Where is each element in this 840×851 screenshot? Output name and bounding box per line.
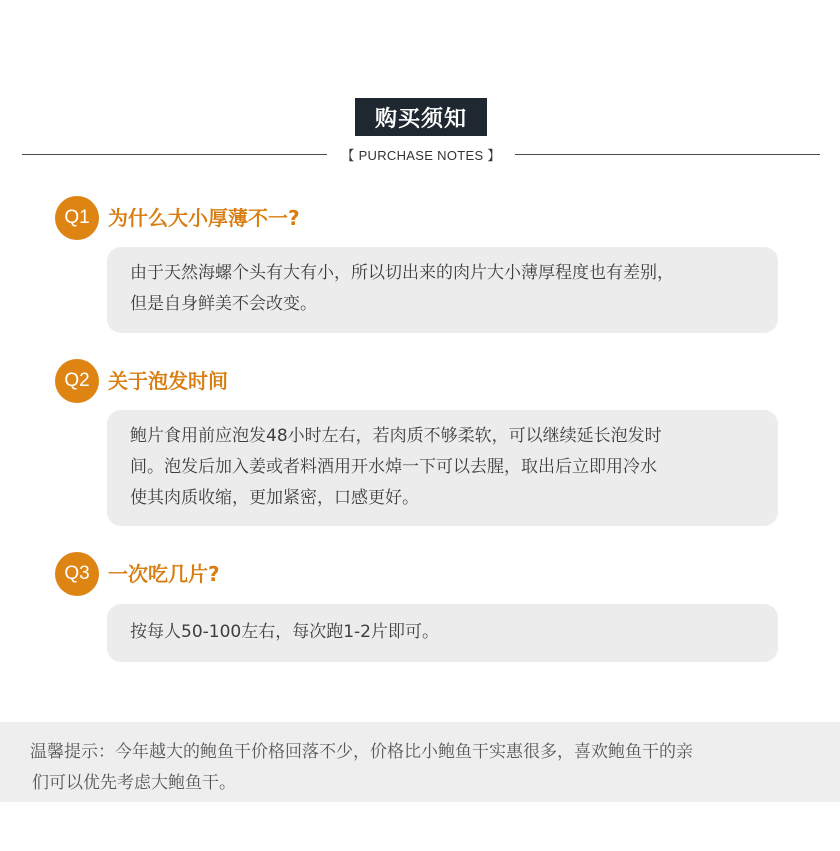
q2-question: 关于泡发时间 — [108, 369, 228, 393]
answer-line: 间。泡发后加入姜或者料酒用开水焯一下可以去腥，取出后立即用冷水 — [130, 457, 657, 477]
tip-line: 温馨提示：今年越大的鲍鱼干价格回落不少，价格比小鲍鱼干实惠很多，喜欢鲍鱼干的亲 — [30, 742, 693, 762]
q3-answer — [107, 604, 778, 662]
q1-question: 为什么大小厚薄不一? — [108, 206, 300, 230]
page-subtitle: 【 PURCHASE NOTES 】 — [341, 147, 501, 163]
answer-line: 按每人50-100左右，每次跑1-2片即可。 — [130, 622, 439, 642]
q3-question: 一次吃几片? — [108, 562, 220, 586]
q2-badge: Q2 — [55, 359, 99, 403]
q3-badge: Q3 — [55, 552, 99, 596]
answer-line: 使其肉质收缩，更加紧密，口感更好。 — [130, 488, 419, 508]
q1-badge: Q1 — [55, 196, 99, 240]
q2-answer — [107, 410, 778, 526]
answer-line: 由于天然海螺个头有大有小，所以切出来的肉片大小薄厚程度也有差别， — [130, 263, 674, 283]
divider-right — [515, 154, 820, 155]
answer-line: 鲍片食用前应泡发48小时左右，若肉质不够柔软，可以继续延长泡发时 — [130, 426, 662, 446]
divider-left — [22, 154, 327, 155]
tip-line: 们可以优先考虑大鲍鱼干。 — [32, 773, 236, 793]
answer-line: 但是自身鲜美不会改变。 — [130, 294, 317, 314]
subtitle-row — [22, 142, 820, 166]
page-title: 购买须知 — [355, 98, 487, 136]
tip-box — [0, 722, 840, 802]
q1-answer — [107, 247, 778, 333]
